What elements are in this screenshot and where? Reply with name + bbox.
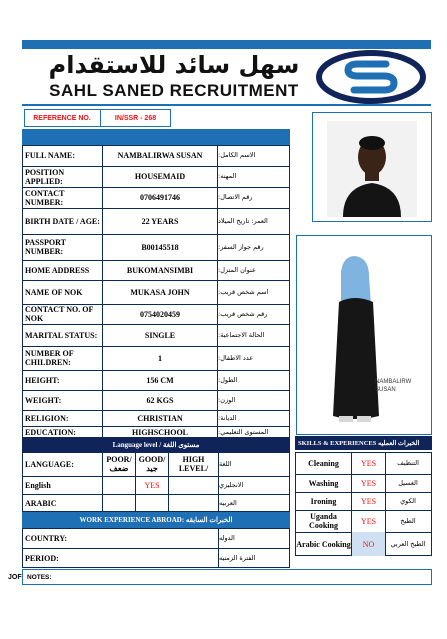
field-value[interactable]: SINGLE [144,330,176,340]
field-label-arabic: الوزن: [218,395,236,404]
field-label: NUMBER OF CHILDREN: [25,349,74,367]
notes-label: NOTES: [27,573,52,581]
language-good-value[interactable] [136,494,168,512]
headshot-photo [313,113,431,221]
field-label-arabic: رقم الاتصال: [218,193,253,201]
skill-value[interactable]: YES [360,458,377,468]
skill-name: Washing [308,478,339,488]
language-poor-value[interactable] [103,494,135,512]
field-label-arabic: عدد الاطفال: [218,353,254,362]
field-label-arabic: اسم شخص قريب: [218,287,269,296]
skill-name: Ironing [310,496,337,506]
table-top-strip [22,129,290,145]
field-label-arabic: المهنه: [218,172,237,180]
full-body-photo [297,236,431,434]
company-name-english: SAHL SANED RECRUITMENT [49,81,299,100]
language-high-value[interactable] [169,476,218,494]
skill-value[interactable]: YES [360,496,377,506]
skill-name-arabic: الطبخ [400,516,416,525]
skill-name: Uganda Cooking [309,512,338,530]
language-col-poor: POOR/ ضعف [106,455,132,473]
field-label-arabic: الطول: [218,375,238,384]
skill-name-arabic: الكوي [400,496,416,505]
field-label-arabic: الاسم الكامل: [218,151,256,159]
photo-caption: NAMBALIRW SUSAN [375,379,412,393]
full-body-photo-frame [296,235,432,435]
reference-label: REFERENCE NO. [33,114,91,122]
language-col-arabic: اللغة [219,459,232,468]
field-label-arabic: رقم جواز السفر: [218,242,264,251]
language-name-arabic: العربيه [219,498,237,507]
field-label: BIRTH DATE / AGE: [25,216,100,226]
field-label: EDUCATION: [25,427,76,437]
language-poor-value[interactable] [103,476,135,494]
field-label: RELIGION: [25,413,69,423]
field-value[interactable]: NAMBALIRWA SUSAN [117,151,203,160]
field-value[interactable]: 1 [158,353,162,363]
field-label: WEIGHT: [25,395,62,405]
notes-field[interactable] [22,569,432,585]
field-value[interactable]: CHRISTIAN [137,413,183,423]
field-label: CONTACT NO. OF NOK [25,305,94,323]
company-logo-icon [314,50,428,104]
work-label: COUNTRY: [25,533,68,543]
field-value[interactable]: 0706491746 [140,193,180,202]
header-bottom-rule [22,104,431,106]
language-header: Language level / مستوى اللغة [22,438,290,452]
language-col-good: GOOD/جيد [138,455,166,473]
field-value[interactable]: 62 KGS [146,395,174,405]
skill-value[interactable]: YES [360,516,377,526]
field-value[interactable]: MUKASA JOHN [130,287,190,297]
language-high-value[interactable] [169,494,218,512]
field-label: HEIGHT: [25,375,60,385]
field-value[interactable]: 22 YEARS [141,216,179,226]
field-label-arabic: رقم شخص قريب: [218,309,268,318]
headshot-photo-frame [312,112,432,222]
field-value[interactable]: 0754020459 [140,309,180,319]
field-value[interactable]: HIGHSCHOOL [131,427,188,437]
skill-name-arabic: التنظيف [397,458,419,467]
work-label-arabic: الدوله [219,533,235,542]
field-label: POSITION APPLIED: [25,167,65,186]
work-label-arabic: الفترة الزمنيه [219,553,256,562]
field-label-arabic: العمر: تاريخ الميلاد [218,216,268,225]
skill-value[interactable]: NO [352,532,385,556]
skill-name: Cleaning [308,458,339,468]
work-label: PERIOD: [25,553,59,563]
company-name-arabic: سهل سائد للاستقدام [48,51,300,79]
field-value[interactable]: 156 CM [146,375,174,385]
field-value[interactable]: BUKOMANSIMBI [126,265,194,275]
skill-name-arabic: الطبخ العربي [390,539,426,548]
skill-name-arabic: الغسيل [398,478,418,487]
reference-value: IN/SSR - 268 [114,114,157,122]
field-value[interactable]: HOUSEMAID [134,172,186,181]
field-label: MARITAL STATUS: [25,330,98,340]
skill-name: Arabic Cooking [296,539,351,549]
header-top-rule [22,40,431,49]
field-label-arabic: الحالة الاجتماعية: [218,330,265,339]
skill-value[interactable]: YES [360,478,377,488]
language-col-label: LANGUAGE: [25,459,74,469]
margin-text: JOF [8,574,22,581]
language-col-high: HIGH LEVEL/ [178,455,209,473]
field-label: PASSPORT NUMBER: [25,238,66,256]
field-label: NAME OF NOK [25,287,83,297]
language-name: ARABIC [25,498,57,508]
work-experience-header: WORK EXPERIENCE ABROAD: الخبرات السابقه [22,512,290,528]
language-name: English [25,480,51,490]
field-label-arabic: الديانة: [218,413,237,422]
skills-header: SKILLS & EXPERIENCES الخبرات العمليه [295,436,432,450]
field-label: CONTACT NUMBER: [25,188,65,207]
field-label: FULL NAME: [25,151,75,160]
field-label: HOME ADDRESS [25,265,90,275]
language-name-arabic: الانجليزي [219,480,244,489]
language-good-value[interactable]: YES [144,480,160,490]
field-value[interactable]: B00145518 [141,242,179,252]
field-label-arabic: عنوان المنزل: [218,265,256,274]
field-label-arabic: المستوى التعليمي: [218,427,269,436]
